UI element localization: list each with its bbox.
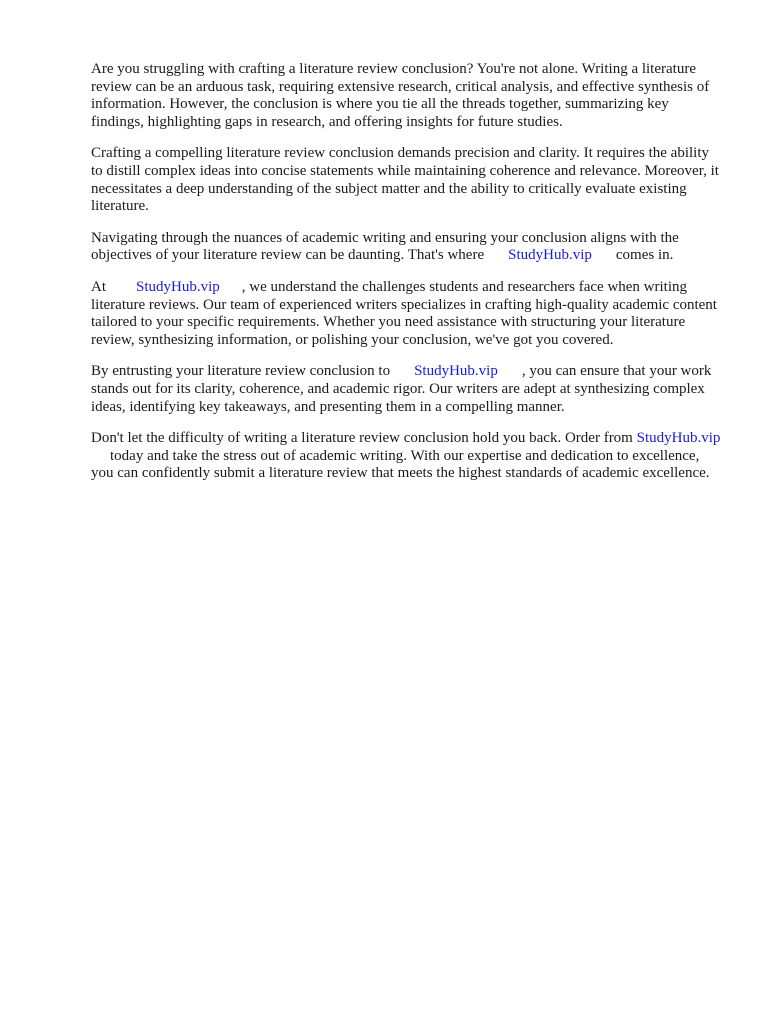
paragraph-intro-text: Are you struggling with crafting a literature review conclusion? You're not alone. Writing a literature review can be an arduous task, requiring extensive research, critical analysis, and effective synthesis of information. However, the conclusion is where you tie all the threads together, summarizing key findings, highlighting gaps in research, and offering insights for future studies. <box>91 61 710 130</box>
paragraph-order-text: today and take the stress out of academic writing. With our expertise and dedication to excellence, you can confidently submit a literature review that meets the highest standards of academic excellence. <box>91 447 710 482</box>
studyhub-link[interactable]: StudyHub.vip <box>136 278 220 295</box>
paragraph-crafting <box>91 145 723 215</box>
paragraph-at-studyhub-lead: At <box>91 278 106 295</box>
paragraph-navigating-text: Navigating through the nuances of academic writing and ensuring your conclusion aligns with the objectives of your literature review can be daunting. That's where <box>91 229 679 264</box>
paragraph-navigating <box>91 230 723 265</box>
studyhub-link[interactable]: StudyHub.vip <box>508 247 592 264</box>
paragraph-order-lead: Don't let the difficulty of writing a literature review conclusion hold you back. Order from <box>91 430 633 447</box>
paragraph-entrusting <box>91 363 723 416</box>
paragraph-at-studyhub-text: , we understand the challenges students and researchers face when writing literature reviews. Our team of experienced writers specializes in crafting high-quality academic content tailored to your specific requirements. Whether you need assistance with structuring your literature review, synthesizing information, or polishing your conclusion, we've got you covered. <box>91 278 717 348</box>
paragraph-at-studyhub <box>91 279 723 349</box>
paragraph-intro <box>91 61 723 131</box>
paragraph-crafting-text: Crafting a compelling literature review conclusion demands precision and clarity. It requires the ability to distill complex ideas into concise statements while maintaining coherence and relevance. Moreover, it necessitates a deep understanding of the subject matter and the ability to critically evaluate existing literature. <box>91 145 719 215</box>
studyhub-link[interactable]: StudyHub.vip <box>414 363 498 380</box>
paragraph-entrusting-lead: By entrusting your literature review conclusion to <box>91 363 391 380</box>
paragraph-order <box>91 430 723 483</box>
document-body <box>91 61 723 497</box>
paragraph-entrusting-text: , you can ensure that your work stands out for its clarity, coherence, and academic rigor. Our writers are adept at synthesizing complex ideas, identifying key takeaways, and presenting them in a compelling manner. <box>91 363 712 415</box>
studyhub-link[interactable]: StudyHub.vip <box>636 430 721 447</box>
paragraph-navigating-tail: comes in. <box>615 247 674 264</box>
